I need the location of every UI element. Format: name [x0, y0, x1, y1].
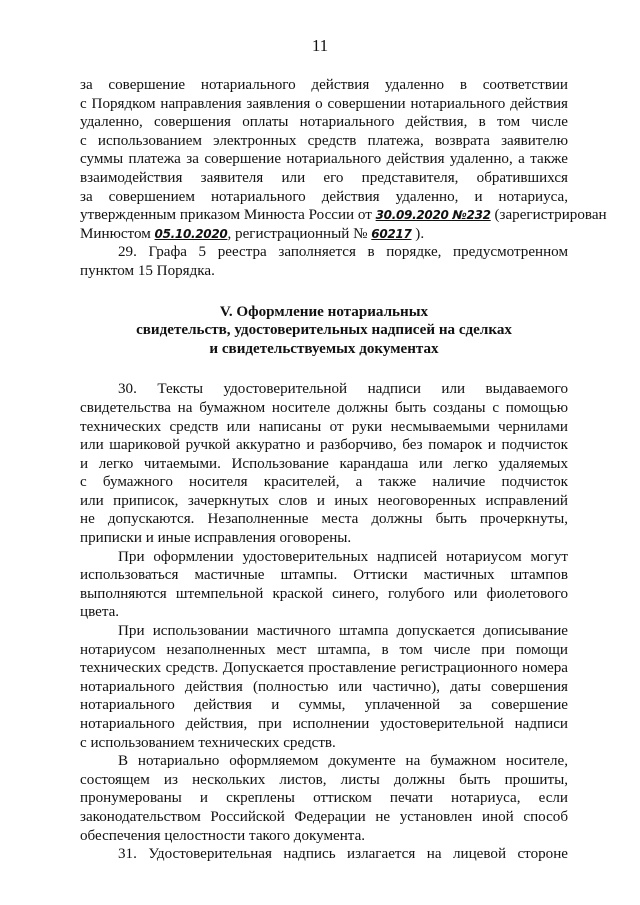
- text-line: При оформлении удостоверительных надписей нотариусом могут: [118, 548, 568, 565]
- registration-text-after: ).: [411, 225, 425, 242]
- text-line: нотариального действия (полностью или частично), даты совершения: [80, 678, 568, 695]
- text-line: цвета.: [80, 604, 120, 621]
- order-line: [80, 206, 607, 225]
- text-line: и легко читаемыми. Использование карандаша или легко удаляемых: [80, 455, 568, 472]
- text-line: с Порядком направления заявления о совершении нотариального действия: [80, 95, 568, 112]
- paragraph-paper-document: [80, 752, 568, 845]
- paragraph-stamps: [80, 548, 568, 622]
- text-line: 29. Графа 5 реестра заполняется в порядке, предусмотренном: [118, 244, 568, 261]
- text-line: или шариковой ручкой аккуратно и разборчиво, без помарок и подчисток: [80, 437, 568, 454]
- section-heading: [80, 303, 568, 359]
- text-line: состоящем из нескольких листов, листы должны быть прошиты,: [80, 771, 568, 788]
- text-line: законодательством Российской Федерации не установлен иной способ: [80, 808, 568, 825]
- document-body: [80, 76, 607, 864]
- handwritten-registration-number: 60217: [371, 226, 412, 241]
- registration-line: [80, 225, 568, 244]
- text-line: технических средств. Допускается проставление регистрационного номера: [80, 660, 568, 677]
- order-text-after: (зарегистрирован: [490, 207, 607, 224]
- text-line: 30. Тексты удостоверительной надписи или выдаваемого: [118, 381, 568, 398]
- text-line: нотариусом незаполненных мест штампа, в том числе при помощи: [80, 641, 568, 658]
- heading-line: и свидетельствуемых документах: [209, 340, 439, 357]
- text-line: взаимодействия заявителя или его представителя, обратившихся: [80, 169, 568, 186]
- text-line: свидетельства на бумажном носителе должны быть созданы с помощью: [80, 399, 568, 416]
- text-line: технических средств или написаны от руки несмываемыми чернилами: [80, 418, 568, 435]
- paragraph-30: [80, 380, 568, 547]
- text-line: выполняются штемпельной краской синего, голубого или фиолетового: [80, 585, 568, 602]
- text-line: суммы платежа за совершение нотариального действия удаленно, а также: [80, 151, 568, 168]
- text-line: с использованием технических средств.: [80, 734, 336, 751]
- text-line: В нотариально оформляемом документе на бумажном носителе,: [118, 753, 568, 770]
- page-number: 11: [311, 36, 329, 55]
- text-line: с бумажного носителя красителей, а также наличие подчисток: [80, 474, 568, 491]
- text-line: нотариального действия и суммы, уплаченной за совершение: [80, 697, 568, 714]
- text-line: обеспечения целостности такого документа.: [80, 827, 366, 844]
- text-line: не допускаются. Незаполненные места должны быть прочеркнуты,: [80, 511, 568, 528]
- order-text-before: утвержденным приказом Минюста России от: [80, 207, 376, 224]
- text-line: за совершение нотариального действия удаленно в соответствии: [80, 77, 568, 93]
- text-line: пронумерованы и скреплены оттиском печати нотариуса, если: [80, 790, 568, 807]
- text-line: 31. Удостоверительная надпись излагается на лицевой стороне: [118, 846, 568, 863]
- paragraph-stamp-filling: [80, 622, 568, 752]
- paragraph-order-reference: [80, 76, 607, 243]
- text-line: удаленно, совершения оплаты нотариального действия, в том числе: [80, 114, 568, 131]
- handwritten-registration-date: 05.10.2020: [154, 226, 228, 241]
- text-line: приписки и иные исправления оговорены.: [80, 530, 352, 547]
- paragraph-31: [80, 845, 568, 864]
- registration-text-middle: , регистрационный №: [227, 225, 372, 242]
- text-line: нотариального действия, при исполнении удостоверительной надписи: [80, 716, 568, 732]
- text-line: использоваться мастичные штампы. Оттиски мастичных штампов: [80, 567, 568, 584]
- text-line: или приписок, зачеркнутых слов и иных неоговоренных исправлений: [80, 492, 568, 509]
- text-line: пунктом 15 Порядка.: [80, 262, 215, 279]
- paragraph-29: [80, 243, 568, 280]
- registration-text-before: Минюстом: [80, 225, 155, 242]
- text-line: При использовании мастичного штампа допускается дописывание: [118, 623, 568, 640]
- heading-line: свидетельств, удостоверительных надписей на сделках: [136, 322, 512, 339]
- heading-line: V. Оформление нотариальных: [219, 303, 429, 320]
- handwritten-order-date: 30.09.2020 №232: [375, 208, 491, 223]
- text-line: за совершением нотариального действия удаленно, и нотариуса,: [80, 188, 568, 205]
- text-line: с использованием электронных средств платежа, возврата заявителю: [80, 132, 568, 149]
